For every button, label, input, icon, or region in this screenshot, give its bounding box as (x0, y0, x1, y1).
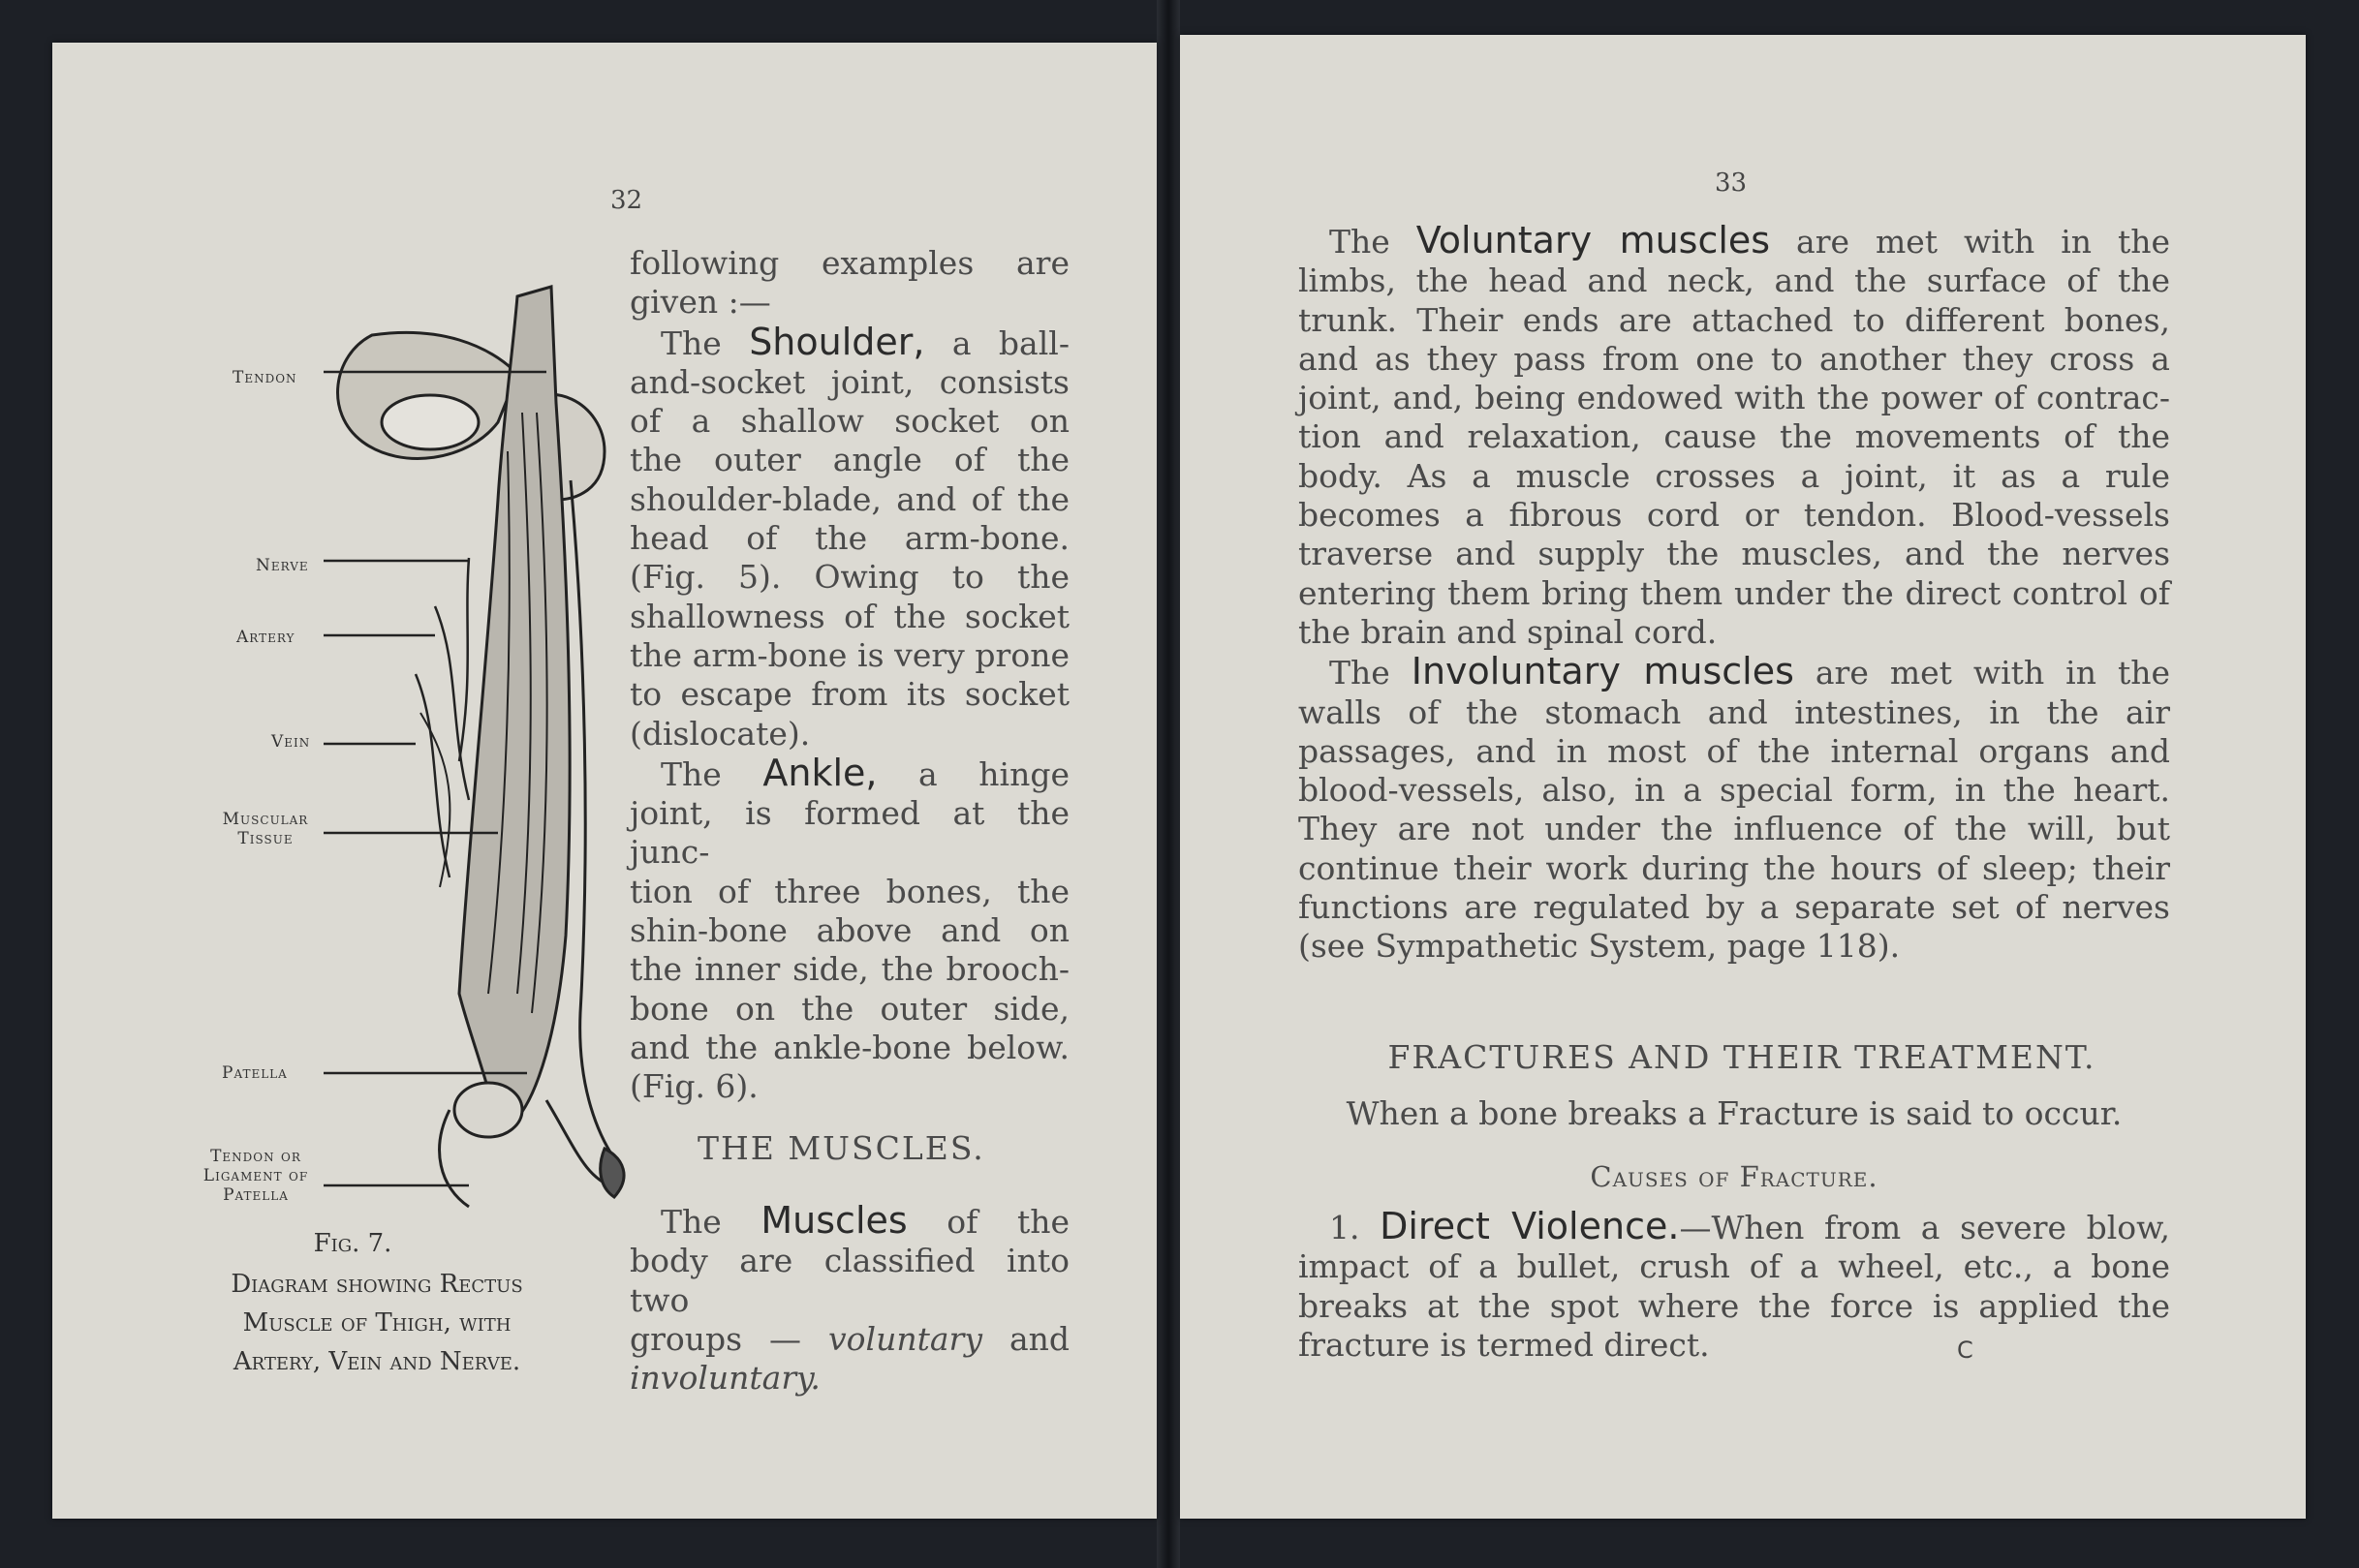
involuntary-paragraph-first: The Involuntary muscles are met with in the (1329, 650, 2170, 693)
text-line: becomes a fibrous cord or tendon. Blood-vessels (1298, 496, 2170, 535)
term-voluntary-muscles: Voluntary muscles (1415, 219, 1771, 261)
text-line: impact of a bullet, crush of a wheel, etc., a bone (1298, 1247, 2170, 1286)
text-line: functions are regulated by a separate set of nerves (1298, 888, 2170, 927)
caption-line: Artery, Vein and Nerve. (233, 1347, 521, 1376)
text-line: tion and relaxation, cause the movements of the (1298, 417, 2170, 456)
direct-violence-first: 1. Direct Violence.—When from a severe blow, (1329, 1205, 2170, 1247)
text-line: tion of three bones, the (630, 872, 1070, 910)
text-line: to escape from its socket (630, 675, 1070, 714)
text-line: body. As a muscle crosses a joint, it as a rule (1298, 456, 2170, 495)
text-line: breaks at the spot where the force is applied the (1298, 1286, 2170, 1325)
heading-the-muscles: THE MUSCLES. (698, 1129, 985, 1167)
text-line: body are classified into two (630, 1242, 1070, 1319)
text-line: blood-vessels, also, in a special form, in the heart. (1298, 771, 2170, 810)
term-muscles: Muscles (760, 1199, 908, 1242)
text-line: (Fig. 5). Owing to the (630, 558, 1070, 597)
term-shoulder: Shoulder, (749, 320, 925, 363)
muscles-paragraph-first: The Muscles of the (661, 1199, 1070, 1242)
text-line: continue their work during the hours of sleep; their (1298, 848, 2170, 887)
text-line: limbs, the head and neck, and the surface of the (1298, 261, 2170, 300)
heading-fractures: FRACTURES AND THEIR TREATMENT. (1387, 1038, 2096, 1076)
text-line: passages, and in most of the internal organs and (1298, 731, 2170, 770)
label-tendon: Tendon (233, 368, 297, 387)
text-line: entering them bring them under the direct control of (1298, 573, 2170, 612)
text-line: and-socket joint, consists (630, 362, 1070, 401)
right-page (1180, 35, 2306, 1519)
figure-caption (149, 1265, 605, 1381)
text-line: fracture is termed direct. (1298, 1325, 1710, 1364)
text-line: joint, is formed at the junc- (630, 794, 1070, 872)
text-line: bone on the outer side, (630, 989, 1070, 1028)
text-line: traverse and supply the muscles, and the nerves (1298, 535, 2170, 573)
caption-line: Muscle of Thigh, with (242, 1308, 512, 1337)
caption-line: Diagram showing Rectus (231, 1270, 523, 1299)
text-line: shin-bone above and on (630, 911, 1070, 950)
text-line: walls of the stomach and intestines, in the air (1298, 692, 2170, 731)
shoulder-paragraph-first: The Shoulder, a ball- (661, 320, 1070, 363)
text-line: trunk. Their ends are attached to different bones, (1298, 300, 2170, 339)
left-page (52, 43, 1157, 1519)
text-line: (see Sympathetic System, page 118). (1298, 927, 1901, 966)
ankle-paragraph-first: The Ankle, a hinge (661, 751, 1070, 794)
text-line: the outer angle of the (630, 441, 1070, 479)
label-muscular-tissue: Muscular Tissue (222, 810, 309, 848)
text-line: (dislocate). (630, 714, 811, 753)
right-column-text (1298, 221, 2170, 967)
text-line: and as they pass from one to another they cross a (1298, 339, 2170, 378)
figure-number: Fig. 7. (313, 1229, 392, 1258)
text-line: They are not under the influence of the will, but (1298, 810, 2170, 848)
text-line: the arm-bone is very prone (630, 635, 1070, 674)
text-line: and the ankle-bone below. (630, 1028, 1070, 1066)
voluntary-paragraph-first: The Voluntary muscles are met with in the (1329, 219, 2170, 261)
label-artery: Artery (236, 628, 295, 647)
text-line: (Fig. 6). (630, 1067, 759, 1106)
text-line: following examples are (630, 244, 1070, 282)
text-line: given :— (630, 283, 771, 322)
text-line: shoulder-blade, and of the (630, 479, 1070, 518)
term-ankle: Ankle, (762, 751, 878, 794)
label-patella: Patella (222, 1063, 288, 1083)
label-tendon-ligament: Tendon or Ligament of Patella (202, 1147, 309, 1205)
text-line: groups — voluntary and (630, 1319, 1070, 1358)
left-column-text (630, 244, 1070, 1107)
term-direct-violence: Direct Violence. (1380, 1205, 1680, 1247)
term-involuntary-muscles: Involuntary muscles (1411, 650, 1794, 693)
fracture-intro: When a bone breaks a Fracture is said to occur. (1346, 1094, 2123, 1132)
book-gutter (1157, 0, 1180, 1568)
label-nerve: Nerve (256, 556, 309, 575)
muscles-paragraph (630, 1201, 1070, 1398)
direct-violence-paragraph (1298, 1207, 2170, 1365)
text-line: shallowness of the socket (630, 597, 1070, 635)
text-line: involuntary. (630, 1359, 821, 1398)
page-number-right: 33 (1715, 169, 1748, 198)
text-line: of a shallow socket on (630, 402, 1070, 441)
text-line: the inner side, the brooch- (630, 950, 1070, 989)
text-line: head of the arm-bone. (630, 519, 1070, 558)
label-vein: Vein (271, 732, 311, 752)
heading-causes-of-fracture: Causes of Fracture. (1590, 1160, 1878, 1193)
thigh-muscle-illustration (324, 258, 634, 1216)
text-line: joint, and, being endowed with the power of contrac- (1298, 379, 2170, 417)
signature-mark: C (1957, 1337, 1973, 1364)
page-number-left: 32 (610, 186, 643, 215)
text-line: the brain and spinal cord. (1298, 612, 1718, 651)
